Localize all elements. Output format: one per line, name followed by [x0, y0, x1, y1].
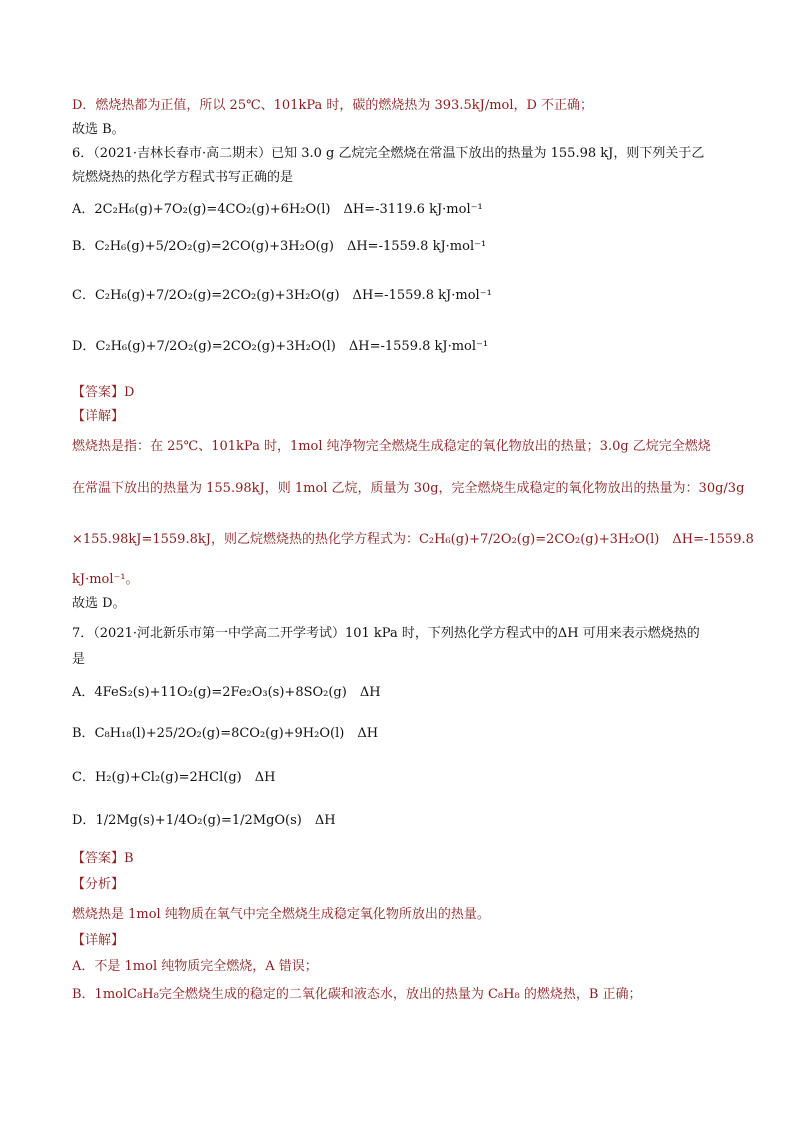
q7-option-b: B．C₈H₁₈(l)+25/2O₂(g)=8CO₂(g)+9H₂O(l) ΔH — [72, 726, 379, 741]
q6-detail-heading: 【详解】 — [72, 409, 125, 424]
prev-option-d-explanation: D．燃烧热都为正值，所以 25℃、101kPa 时，碳的燃烧热为 393.5kJ/mol，D 不正确； — [72, 98, 594, 113]
q7-detail-b: B．1molC₈H₈完全燃烧生成的稳定的二氧化碳和液态水，放出的热量为 C₈H₈ 的燃烧热，B 正确； — [72, 987, 642, 1002]
q6-detail-line1: 燃烧热是指：在 25℃、101kPa 时，1mol 纯净物完全燃烧生成稳定的氧化物放出的热量；3.0g 乙烷完全燃烧 — [72, 439, 711, 454]
q6-option-c: C．C₂H₆(g)+7/2O₂(g)=2CO₂(g)+3H₂O(g) ΔH=-1559.8 kJ·mol⁻¹ — [72, 288, 492, 303]
q7-option-c: C．H₂(g)+Cl₂(g)=2HCl(g) ΔH — [72, 770, 276, 785]
q7-detail-heading: 【详解】 — [72, 933, 125, 948]
q6-answer: 【答案】D — [72, 385, 135, 400]
q6-stem-line2: 烷燃烧热的热化学方程式书写正确的是 — [72, 170, 294, 185]
q7-analysis-heading: 【分析】 — [72, 877, 125, 892]
q6-conclusion: 故选 D。 — [72, 596, 126, 611]
q6-detail-line3: ×155.98kJ=1559.8kJ，则乙烷燃烧热的热化学方程式为：C₂H₆(g)+7/2O₂(g)=2CO₂(g)+3H₂O(l) ΔH=-1559.8 — [72, 532, 754, 547]
q6-stem-line1: 6．（2021·吉林长春市·高二期末）已知 3.0 g 乙烷完全燃烧在常温下放出的热量为 155.98 kJ，则下列关于乙 — [72, 146, 705, 161]
q7-option-a: A．4FeS₂(s)+11O₂(g)=2Fe₂O₃(s)+8SO₂(g) ΔH — [72, 685, 381, 700]
q7-stem-line1: 7．（2021·河北新乐市第一中学高二开学考试）101 kPa 时，下列热化学方程式中的ΔH 可用来表示燃烧热的 — [72, 626, 700, 641]
q6-detail-line4: kJ·mol⁻¹。 — [72, 572, 139, 587]
q6-detail-line2: 在常温下放出的热量为 155.98kJ，则 1mol 乙烷，质量为 30g，完全燃烧生成稳定的氧化物放出的热量为：30g/3g — [72, 481, 745, 496]
q6-option-b: B．C₂H₆(g)+5/2O₂(g)=2CO(g)+3H₂O(g) ΔH=-1559.8 kJ·mol⁻¹ — [72, 239, 487, 254]
q7-analysis: 燃烧热是 1mol 纯物质在氧气中完全燃烧生成稳定氧化物所放出的热量。 — [72, 907, 490, 922]
q6-option-d: D．C₂H₆(g)+7/2O₂(g)=2CO₂(g)+3H₂O(l) ΔH=-1559.8 kJ·mol⁻¹ — [72, 339, 489, 354]
prev-conclusion: 故选 B。 — [72, 122, 125, 137]
q7-answer: 【答案】B — [72, 851, 134, 866]
q7-option-d: D．1/2Mg(s)+1/4O₂(g)=1/2MgO(s) ΔH — [72, 813, 336, 828]
q7-detail-a: A．不是 1mol 纯物质完全燃烧，A 错误； — [72, 959, 318, 974]
q6-option-a: A．2C₂H₆(g)+7O₂(g)=4CO₂(g)+6H₂O(l) ΔH=-3119.6 kJ·mol⁻¹ — [72, 202, 483, 217]
q7-stem-line2: 是 — [72, 652, 86, 667]
